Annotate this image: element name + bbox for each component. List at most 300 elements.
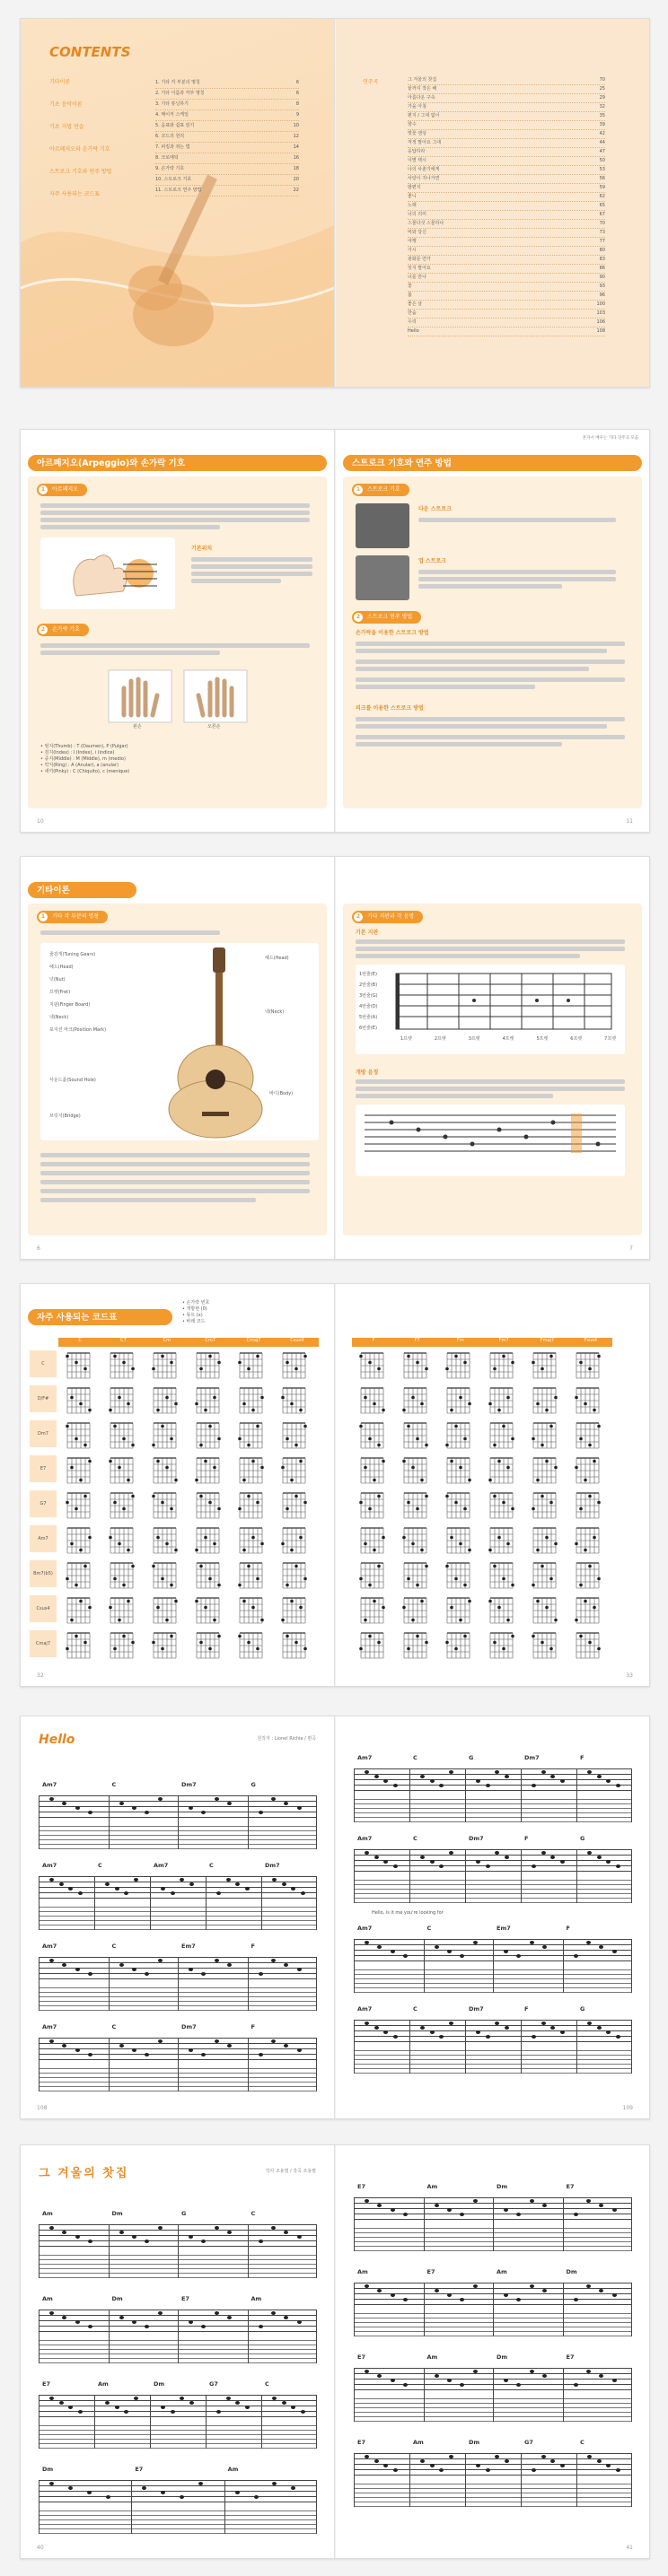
barline xyxy=(631,2368,632,2422)
song-list xyxy=(408,76,605,336)
toc-row[interactable] xyxy=(155,132,299,143)
song-credit: 원작자 : Lionel Richie / 편곡 xyxy=(257,1736,316,1742)
song-title: 아름다운 구속 xyxy=(408,95,435,100)
chord-col-header: Fm7 xyxy=(498,1338,509,1343)
barline xyxy=(178,1957,179,2011)
part-label-left: 줄감개(Tuning Gears) xyxy=(49,952,96,957)
note-head xyxy=(505,1775,509,1778)
song-row[interactable] xyxy=(408,103,605,112)
song-row[interactable] xyxy=(408,211,605,220)
chord-diagram xyxy=(576,1353,601,1378)
toc-label: 7. 피킹과 쥐는 법 xyxy=(155,144,190,150)
note-head xyxy=(420,1856,425,1859)
menu-item[interactable]: 아르페지오와 손가락 기호 xyxy=(49,146,110,153)
chord-chart-right xyxy=(336,1284,649,1686)
note-head xyxy=(532,2468,536,2472)
note-head xyxy=(473,2370,478,2373)
note-head xyxy=(291,1887,295,1891)
song-row[interactable] xyxy=(408,256,605,265)
song-row[interactable] xyxy=(408,265,605,274)
note-head xyxy=(587,1851,592,1855)
note-head xyxy=(119,1802,124,1805)
menu-item[interactable]: 기타이론 xyxy=(49,79,71,85)
note-head xyxy=(215,1959,219,1962)
note-head xyxy=(447,2379,452,2382)
note-head xyxy=(574,2298,578,2301)
note-head xyxy=(189,1882,194,1886)
note-head xyxy=(505,2459,509,2463)
chord-diagram xyxy=(533,1388,558,1413)
chord-symbol: E7 xyxy=(566,2353,575,2361)
toc-row[interactable] xyxy=(155,78,299,89)
barline xyxy=(631,1939,632,1993)
song-title: 봄 xyxy=(408,293,412,298)
song-page: 80 xyxy=(599,248,605,253)
barline xyxy=(109,1795,110,1849)
note-head xyxy=(297,2320,302,2324)
part-label-right: 헤드(Head) xyxy=(265,956,289,961)
song-row[interactable] xyxy=(408,292,605,301)
note-head xyxy=(383,2030,388,2034)
note-head xyxy=(271,2226,276,2230)
toc-page: 20 xyxy=(293,177,299,182)
chord-diagram xyxy=(488,1528,513,1553)
note-head xyxy=(447,2208,452,2212)
toc-row[interactable] xyxy=(155,175,299,186)
note-head xyxy=(291,2406,295,2409)
chord-col-header: Fm xyxy=(456,1338,464,1343)
note-head xyxy=(115,1887,119,1891)
note-head xyxy=(420,2026,425,2030)
page-number: 10 xyxy=(37,818,44,825)
text-placeholder xyxy=(356,735,625,739)
chord-symbol: C xyxy=(98,1862,102,1869)
note-head xyxy=(189,2235,193,2239)
menu-item[interactable]: 기초 음악이론 xyxy=(49,101,83,108)
score-block xyxy=(39,2464,317,2536)
toc-page: 12 xyxy=(293,134,299,139)
barline xyxy=(316,2224,317,2278)
chord-symbol: E7 xyxy=(357,2183,365,2190)
note-head xyxy=(259,1972,263,1976)
song-row[interactable] xyxy=(408,130,605,139)
chord-diagram xyxy=(576,1493,601,1518)
text-placeholder xyxy=(356,724,607,729)
text-placeholder xyxy=(40,1198,256,1202)
song-row[interactable] xyxy=(408,202,605,211)
note-head xyxy=(391,2379,395,2382)
chord-grid-right xyxy=(352,1350,621,1664)
toc-row[interactable] xyxy=(155,153,299,164)
score-block xyxy=(354,1752,632,1824)
song-row[interactable] xyxy=(408,229,605,238)
song-row[interactable] xyxy=(408,193,605,202)
spread-hello-score xyxy=(20,1716,650,2119)
chord-symbol: C xyxy=(250,2210,256,2217)
text-placeholder xyxy=(356,659,625,664)
note-head xyxy=(180,1878,184,1882)
song-row[interactable] xyxy=(408,175,605,184)
song-row[interactable] xyxy=(408,76,605,85)
toc-label: 6. 코드의 원리 xyxy=(155,134,185,139)
barline xyxy=(39,1795,40,1849)
note-head xyxy=(49,2482,54,2485)
chord-diagram xyxy=(402,1528,426,1553)
note-head xyxy=(560,1860,565,1864)
spread-arpeggio-stroke xyxy=(20,429,650,833)
chord-diagram xyxy=(240,1458,264,1483)
barline xyxy=(521,1849,522,1903)
chord-row-label: Csus4 xyxy=(30,1595,57,1622)
barline xyxy=(248,2310,249,2363)
song-row[interactable] xyxy=(408,310,605,319)
chord-diagram xyxy=(238,1423,262,1448)
chord-symbol: G xyxy=(580,1835,585,1842)
note-head xyxy=(49,1797,54,1801)
note-head xyxy=(495,1851,499,1855)
note-head xyxy=(495,2022,499,2025)
chord-diagram xyxy=(447,1598,471,1623)
note-head xyxy=(606,2030,611,2034)
note-head xyxy=(158,1797,163,1801)
chord-symbol: F xyxy=(250,1943,255,1950)
song-title: 걱정 말아요 그대 xyxy=(408,140,441,145)
song-title: 한숨 xyxy=(408,310,417,316)
part-label-right: 바디(Body) xyxy=(269,1091,294,1096)
barline xyxy=(261,1876,262,1930)
note-head xyxy=(476,2464,480,2467)
barline xyxy=(424,2283,425,2336)
text-placeholder xyxy=(40,643,310,648)
note-head xyxy=(420,1775,425,1778)
barline xyxy=(354,2453,355,2507)
song-row[interactable] xyxy=(408,157,605,166)
barline xyxy=(631,2283,632,2336)
score-block xyxy=(39,2379,317,2450)
note-head xyxy=(597,2459,602,2463)
chord-symbol: G xyxy=(469,1754,474,1761)
score-block xyxy=(354,2181,632,2253)
note-head xyxy=(447,2293,452,2297)
toc-page: 6 xyxy=(295,91,299,96)
chord-symbol: C xyxy=(426,1925,432,1932)
chord-diagram xyxy=(110,1353,135,1378)
song-row[interactable] xyxy=(408,139,605,148)
note-head xyxy=(541,2022,546,2025)
note-head xyxy=(391,1950,395,1953)
chord-symbol: E7 xyxy=(135,2466,144,2473)
toc-row[interactable] xyxy=(155,121,299,132)
tab-staff xyxy=(354,2050,632,2073)
note-head xyxy=(282,2401,286,2405)
section-pill-label: 아르페지오 xyxy=(52,486,78,493)
chord-symbol: E7 xyxy=(426,2268,435,2275)
chord-symbol: Am7 xyxy=(42,1862,57,1869)
lyric-line: Hello, is it me you're looking for xyxy=(372,1910,444,1916)
note-head xyxy=(245,2406,250,2409)
chord-chart-left xyxy=(21,1284,334,1686)
note-head xyxy=(189,1968,193,1971)
note-head xyxy=(606,1779,611,1783)
note-head xyxy=(505,2026,509,2030)
barline xyxy=(409,2020,410,2074)
note-head xyxy=(119,2044,124,2048)
right-hand-illustration xyxy=(40,537,175,609)
barline xyxy=(354,2197,355,2251)
note-head xyxy=(235,1882,240,1886)
section-title-bar xyxy=(28,882,136,898)
note-head xyxy=(574,2383,578,2387)
chord-diagram xyxy=(576,1563,601,1588)
fretboard-diagram xyxy=(356,965,625,1054)
note-head xyxy=(550,1775,555,1778)
note-head xyxy=(430,1860,435,1864)
note-head xyxy=(473,2284,478,2288)
chord-diagram xyxy=(447,1528,471,1553)
barline xyxy=(631,1768,632,1822)
song-row[interactable] xyxy=(408,112,605,121)
barline xyxy=(109,2038,110,2091)
toc-page: 10 xyxy=(293,123,299,128)
text-placeholder xyxy=(356,667,589,671)
chord-diagram xyxy=(109,1388,133,1413)
note-head xyxy=(393,1864,398,1868)
chord-symbol: Am7 xyxy=(357,1754,373,1761)
note-head xyxy=(297,2048,302,2052)
barline xyxy=(493,2368,494,2422)
barline xyxy=(224,2480,225,2534)
chord-symbol: Am7 xyxy=(42,2023,57,2030)
note-head xyxy=(612,2379,617,2382)
chord-diagram xyxy=(240,1388,264,1413)
barline xyxy=(248,1795,249,1849)
chord-col-header: Cm xyxy=(163,1338,171,1343)
text-placeholder xyxy=(418,570,616,574)
note-head xyxy=(393,2468,398,2472)
note-head xyxy=(504,2208,508,2212)
note-head xyxy=(606,1860,611,1864)
chord-diagram xyxy=(109,1458,133,1483)
note-head xyxy=(365,2199,369,2203)
barline xyxy=(563,2283,564,2336)
legend-line: • 검지(Index) : I (Index), i (indice) xyxy=(40,750,115,755)
note-head xyxy=(616,2035,620,2039)
section-pill-label: 기타 각 부분의 명칭 xyxy=(52,913,100,920)
barline xyxy=(409,1849,410,1903)
song-title: 너의 의미 xyxy=(408,212,426,217)
barline xyxy=(316,1795,317,1849)
chord-symbol: F xyxy=(524,1835,529,1842)
acoustic-guitar-icon xyxy=(40,943,319,1140)
song-row[interactable] xyxy=(408,184,605,193)
song-row[interactable] xyxy=(408,121,605,130)
spread-chord-chart xyxy=(20,1283,650,1687)
note-head xyxy=(476,2030,480,2034)
song-row[interactable] xyxy=(408,319,605,327)
chord-diagram xyxy=(197,1493,221,1518)
chord-diagram xyxy=(283,1423,307,1448)
song-row[interactable] xyxy=(408,94,605,103)
stroke-page xyxy=(336,430,649,832)
barline xyxy=(206,2395,207,2449)
toc-label: 10. 스트로크 기호 xyxy=(155,177,192,182)
barline xyxy=(409,2453,410,2507)
barline xyxy=(521,1768,522,1822)
note-head xyxy=(435,2204,439,2207)
note-head xyxy=(439,2468,444,2472)
chord-diagram xyxy=(576,1633,601,1658)
song-row[interactable] xyxy=(408,301,605,310)
song-page: 77 xyxy=(599,239,605,244)
chord-diagram xyxy=(110,1423,135,1448)
toc-row[interactable] xyxy=(155,164,299,175)
toc-label: 4. 메이저 스케일 xyxy=(155,112,189,118)
chord-diagram xyxy=(67,1388,92,1413)
toc-row[interactable] xyxy=(155,186,299,196)
note-head xyxy=(365,1851,369,1855)
note-head xyxy=(301,1891,305,1895)
note-head xyxy=(272,2397,277,2400)
chord-diagram xyxy=(197,1563,221,1588)
note-head xyxy=(439,1864,444,1868)
song-page: 50 xyxy=(599,158,605,163)
song-page: 32 xyxy=(599,104,605,109)
note-head xyxy=(586,2284,591,2288)
score-block xyxy=(39,1941,317,2013)
note-head xyxy=(486,1864,490,1868)
hands-diagram xyxy=(101,661,254,733)
barline xyxy=(150,2395,151,2449)
song-title: 너를 만나 xyxy=(408,275,426,280)
toc-row[interactable] xyxy=(155,110,299,121)
song-row[interactable] xyxy=(408,283,605,292)
song-row[interactable] xyxy=(408,85,605,94)
chord-diagram xyxy=(152,1423,176,1448)
song-row[interactable] xyxy=(408,166,605,175)
song-title: 잊지 말아요 xyxy=(408,266,431,271)
legend-line: • 새끼(Pinky) : C (Chiquito), c (menique) xyxy=(40,769,130,774)
section-pill xyxy=(37,911,108,923)
note-head xyxy=(78,2410,83,2414)
note-head xyxy=(75,1806,80,1810)
song-page: 96 xyxy=(599,293,605,298)
chord-diagram xyxy=(197,1353,221,1378)
chord-diagram xyxy=(361,1598,385,1623)
chord-symbol: F xyxy=(580,1754,584,1761)
chord-symbol: Dm xyxy=(566,2268,577,2275)
note-head xyxy=(180,2495,184,2499)
note-head xyxy=(75,2320,80,2324)
down-stroke-label: 다운 스트로크 xyxy=(418,506,452,512)
chord-diagram xyxy=(109,1598,133,1623)
barline xyxy=(248,1957,249,2011)
note-head xyxy=(550,1856,555,1859)
song-title: 밤편지 xyxy=(408,185,421,190)
menu-item[interactable]: 스트로크 기호와 연주 방법 xyxy=(49,169,112,175)
chord-symbol: Am xyxy=(227,2466,239,2473)
chord-diagram xyxy=(67,1458,92,1483)
chord-diagram xyxy=(445,1423,470,1448)
song-title: 향수 xyxy=(408,122,417,127)
chord-diagram xyxy=(445,1563,470,1588)
chord-diagram xyxy=(402,1388,426,1413)
barline xyxy=(465,1849,466,1903)
barline xyxy=(316,2310,317,2363)
toc-row[interactable] xyxy=(155,100,299,110)
toc-row[interactable] xyxy=(155,89,299,100)
text-placeholder xyxy=(356,1087,625,1091)
song-row[interactable] xyxy=(408,327,605,336)
text-placeholder xyxy=(356,1079,625,1084)
chord-diagram xyxy=(66,1353,90,1378)
song-row[interactable] xyxy=(408,238,605,247)
barline xyxy=(109,1957,110,2011)
section-title-bar xyxy=(28,455,327,471)
toc-list xyxy=(155,78,299,196)
note-head xyxy=(532,2035,536,2039)
chord-diagram xyxy=(283,1493,307,1518)
note-head xyxy=(124,2410,128,2414)
note-head xyxy=(271,1797,276,1801)
chord-symbol: Dm7 xyxy=(469,1835,484,1842)
toc-row[interactable] xyxy=(155,143,299,153)
chord-diagram xyxy=(533,1598,558,1623)
tab-staff xyxy=(354,2484,632,2506)
note-head xyxy=(391,2208,395,2212)
song-row[interactable] xyxy=(408,220,605,229)
barline xyxy=(131,2480,132,2534)
song-page: 70 xyxy=(599,77,605,83)
note-head xyxy=(530,1941,534,1944)
barline xyxy=(94,2395,95,2449)
song-row[interactable] xyxy=(408,274,605,283)
note-head xyxy=(374,1856,379,1859)
note-head xyxy=(215,2226,219,2230)
note-head xyxy=(530,2284,534,2288)
fret-label: 4프렛 xyxy=(502,1036,514,1042)
barline xyxy=(465,2453,466,2507)
chord-row-label: Dm7 xyxy=(30,1420,57,1447)
note-head xyxy=(259,2240,263,2243)
chord-symbol: Am xyxy=(413,2439,424,2446)
text-placeholder xyxy=(356,954,580,958)
barline xyxy=(521,2020,522,2074)
barline xyxy=(178,2310,179,2363)
chord-diagram xyxy=(490,1493,514,1518)
note-head xyxy=(124,1891,128,1895)
chord-diagram xyxy=(195,1528,219,1553)
barline xyxy=(493,2197,494,2251)
chord-symbol: G xyxy=(181,2210,187,2217)
basic-position-label: 기본위치 xyxy=(191,546,213,552)
chord-diagram xyxy=(152,1353,176,1378)
chord-symbol: C xyxy=(111,1943,117,1950)
note-head xyxy=(365,1770,369,1774)
chord-legend xyxy=(182,1300,209,1325)
note-head xyxy=(435,2374,439,2378)
song-row[interactable] xyxy=(408,148,605,157)
chord-diagram xyxy=(447,1458,471,1483)
chord-symbol: E7 xyxy=(357,2353,365,2361)
song-row[interactable] xyxy=(408,247,605,256)
tab-staff xyxy=(354,1880,632,1902)
note-head xyxy=(119,2316,124,2319)
note-head xyxy=(132,2235,136,2239)
menu-item[interactable]: 자주 사용되는 코드표 xyxy=(49,191,100,197)
note-head xyxy=(189,1806,193,1810)
chord-diagram xyxy=(361,1458,385,1483)
menu-item[interactable]: 기초 지법 연습 xyxy=(49,124,84,130)
